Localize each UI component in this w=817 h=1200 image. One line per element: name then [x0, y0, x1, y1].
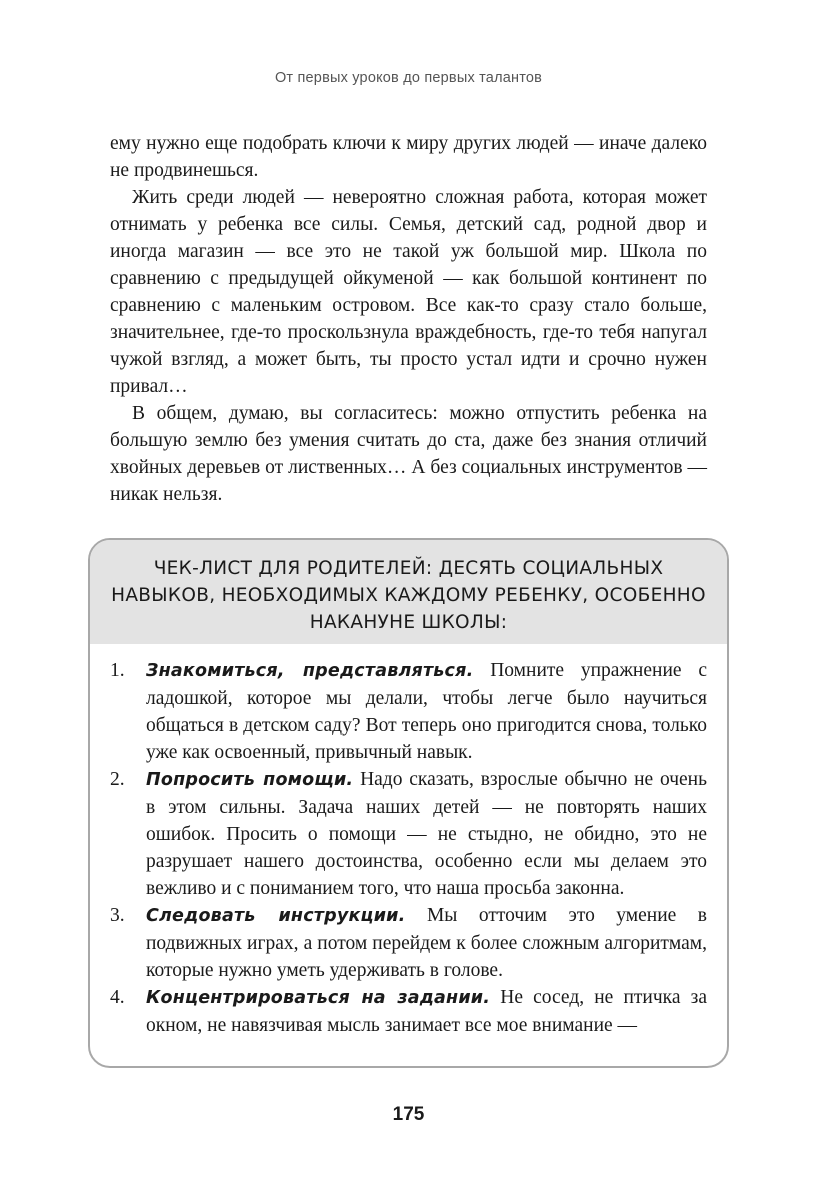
item-lead: Попросить помощи.: [146, 770, 354, 790]
item-lead: Следовать инструкции.: [146, 906, 406, 926]
running-head: От первых уроков до первых талантов: [274, 70, 543, 86]
item-number: 4.: [110, 987, 125, 1008]
item-body: [146, 657, 707, 766]
checklist-box: [88, 538, 729, 1068]
checklist-list: [90, 644, 727, 1039]
item-number: 3.: [110, 905, 125, 926]
item-lead: Концентрироваться на задании.: [146, 988, 491, 1008]
item-text: Мы отточим это умение в подвижных играх, а потом перейдем к более сложным алгоритмам, которые нужно уметь удерживать в голове.: [146, 905, 707, 981]
paragraph: ему нужно еще подобрать ключи к миру других людей — иначе далеко не продвинешься.: [110, 133, 707, 181]
item-body: [146, 984, 707, 1039]
body-text: [110, 130, 707, 508]
paragraph: В общем, думаю, вы согласитесь: можно отпустить ребенка на большую землю без умения считать до ста, даже без знания отличий хвойных деревьев от лиственных… А без социальных инструментов — никак нельзя.: [110, 403, 707, 505]
checklist-item: [110, 766, 707, 902]
checklist-item: [110, 902, 707, 984]
checklist-item: [110, 984, 707, 1039]
checklist-title: ЧЕК-ЛИСТ ДЛЯ РОДИТЕЛЕЙ: ДЕСЯТЬ СОЦИАЛЬНЫХ НАВЫКОВ, НЕОБХОДИМЫХ КАЖДОМУ РЕБЕНКУ, ОСОБЕННО НАКАНУНЕ ШКОЛЫ:: [90, 540, 727, 644]
item-body: [146, 766, 707, 902]
item-number: 1.: [110, 660, 125, 681]
item-text: Помните упражнение с ладошкой, которое мы делали, чтобы легче было научиться общаться в детском саду? Вот теперь оно пригодится снова, только уже как освоенный, привычный навык.: [146, 660, 707, 763]
item-text: Надо сказать, взрослые обычно не очень в этом сильны. Задача наших детей — не повторять наших ошибок. Просить о помощи — не стыдно, не обидно, это не разрушает нашего достоинства, особенно если мы делаем это вежливо и с пониманием того, что наша просьба законна.: [146, 769, 707, 899]
page-number: 175: [392, 1104, 425, 1125]
item-lead: Знакомиться, представляться.: [146, 661, 474, 681]
item-text: Не сосед, не птичка за окном, не навязчивая мысль занимает все мое внимание —: [146, 987, 707, 1036]
checklist-item: [110, 657, 707, 766]
item-body: [146, 902, 707, 984]
paragraph: Жить среди людей — невероятно сложная работа, которая может отнимать у ребенка все силы. Семья, детский сад, родной двор и иногда магазин — все это не такой уж большой мир. Школа по сравнению с предыдущей ойкуменой — как большой континент по сравнению с маленьким островом. Все как-то сразу стало больше, значительнее, где-то проскользнула враждебность, где-то тебя напугал чужой взгляд, а может быть, ты просто устал идти и срочно нужен привал…: [110, 187, 707, 397]
item-number: 2.: [110, 769, 125, 790]
